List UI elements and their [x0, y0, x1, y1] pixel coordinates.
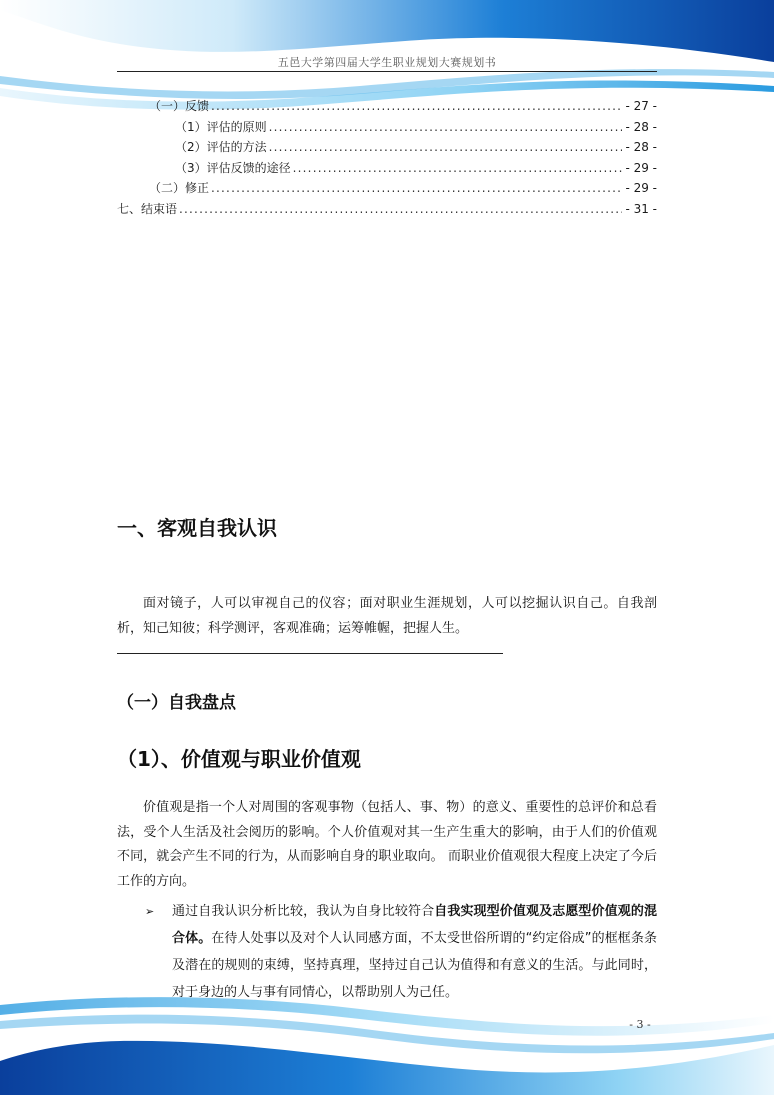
- toc-entry-page: - 27 -: [625, 99, 657, 113]
- bullet-text-lead: 通过自我认识分析比较，我认为自身比较符合: [172, 904, 435, 919]
- toc-entry[interactable]: [117, 178, 657, 199]
- toc-entry[interactable]: [117, 158, 657, 179]
- toc-entry-page: - 28 -: [625, 119, 657, 134]
- header-rule: [117, 71, 657, 72]
- bullet-text-rest: 在待人处事以及对个人认同感方面，不太受世俗所谓的“约定俗成”的框框条条及潜在的规则的束缚，坚持真理，坚持过自己认为值得和有意义的生活。与此同时，对于身边的人与事有同情心，以帮助别人为己任。: [172, 931, 657, 1000]
- subsubsection-heading: （1）、价值观与职业价值观: [117, 747, 361, 771]
- toc-leader-dots: [179, 199, 622, 220]
- toc-entry-label: （一）反馈: [149, 99, 210, 113]
- toc-entry-page: - 29 -: [625, 160, 657, 175]
- toc-leader-dots: [211, 96, 622, 117]
- values-paragraph: 价值观是指一个人对周围的客观事物（包括人、事、物）的意义、重要性的总评价和总看法，受个人生活及社会阅历的影响。个人价值观对其一生产生重大的影响，由于人们的价值观不同，就会产生不同的行为，从而影响自身的职业取向。 而职业价值观很大程度上决定了今后工作的方向。: [117, 800, 657, 889]
- toc-entry[interactable]: [117, 117, 657, 138]
- toc-entry-label: （二）修正: [149, 181, 210, 196]
- toc-leader-dots: [211, 178, 622, 199]
- toc-entry-label: （2）评估的方法: [175, 140, 267, 155]
- toc-leader-dots: [293, 158, 623, 179]
- footer-wave-decoration: [0, 975, 774, 1095]
- toc-entry[interactable]: [117, 96, 657, 117]
- running-header-title: 五邑大学第四届大学生职业规划大赛规划书: [277, 56, 497, 69]
- toc-entry-page: - 31 -: [625, 201, 657, 216]
- subsection-heading: （一）自我盘点: [117, 693, 236, 713]
- table-of-contents: [117, 96, 657, 220]
- toc-leader-dots: [269, 137, 623, 158]
- section-divider: [117, 653, 503, 654]
- arrow-bullet-icon: ➢: [145, 905, 155, 918]
- toc-entry[interactable]: [117, 137, 657, 158]
- bullet-text-emphasis: 自我实现型价值观及志愿型价值观的混合体。: [172, 904, 657, 946]
- toc-leader-dots: [269, 117, 623, 138]
- toc-entry-label: （1）评估的原则: [175, 119, 267, 134]
- toc-entry-page: - 29 -: [625, 181, 657, 196]
- toc-entry-page: - 28 -: [625, 140, 657, 155]
- intro-paragraph: 面对镜子，人可以审视自己的仪容；面对职业生涯规划，人可以挖掘认识自己。自我剖析，知己知彼；科学测评，客观准确；运筹帷幄，把握人生。: [117, 596, 657, 636]
- toc-entry-label: （3）评估反馈的途径: [175, 160, 291, 175]
- toc-entry-label: 七、结束语: [117, 201, 178, 216]
- page-number: - 3 -: [629, 1018, 651, 1031]
- toc-entry[interactable]: [117, 199, 657, 220]
- section-heading: 一、客观自我认识: [117, 516, 277, 540]
